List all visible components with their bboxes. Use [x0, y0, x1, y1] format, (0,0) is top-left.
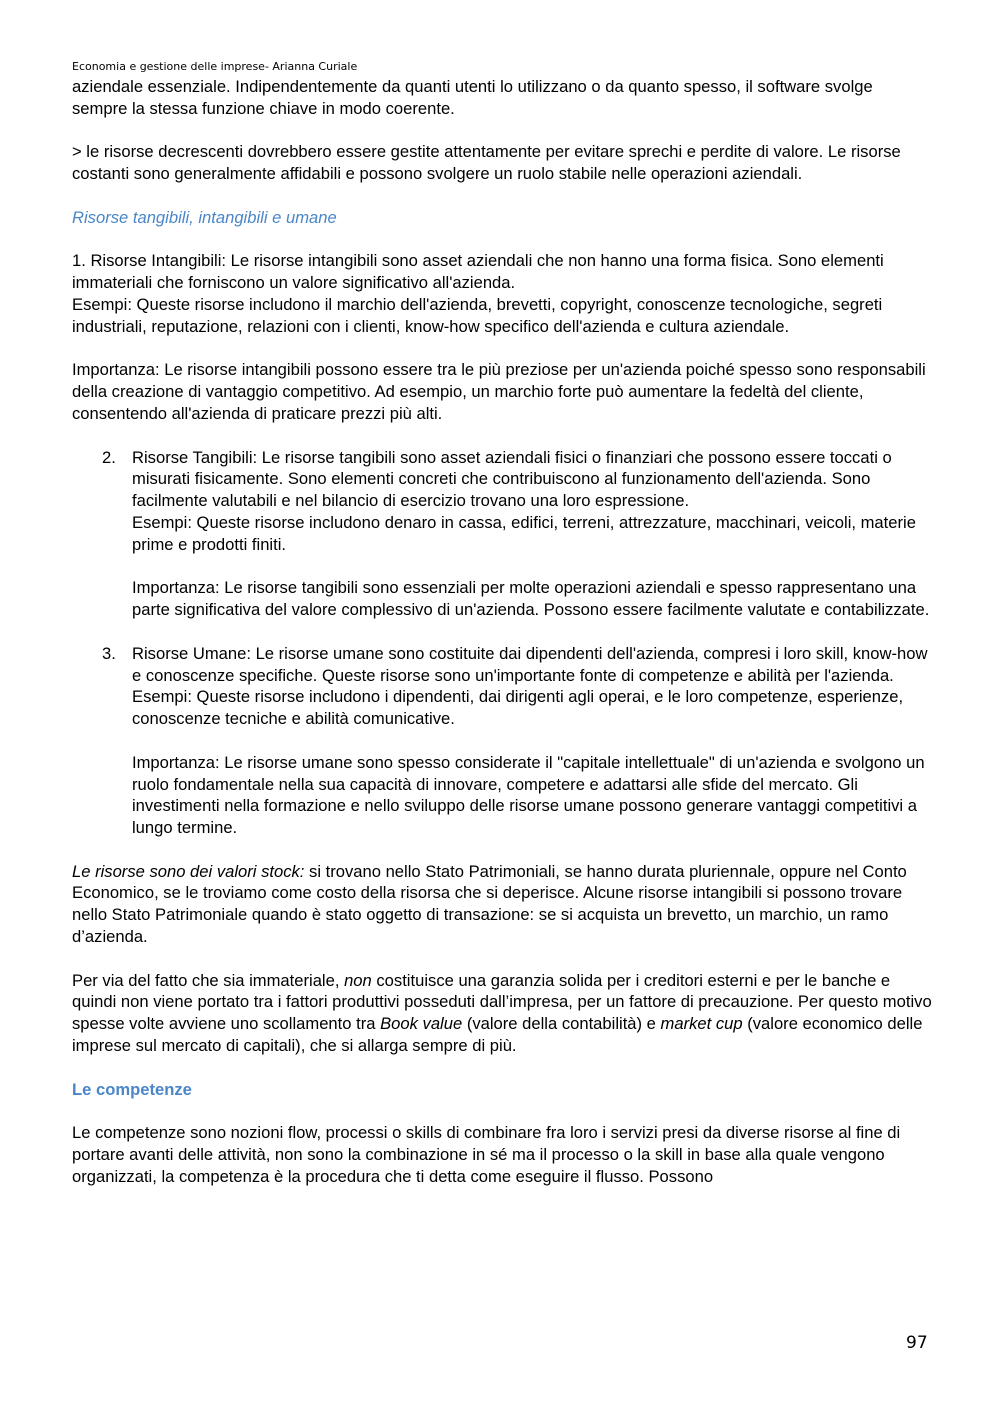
page-header: Economia e gestione delle imprese- Arianna Curiale: [72, 60, 358, 73]
item-intangibili-examples: Esempi: Queste risorse includono il marchio dell'azienda, brevetti, copyright, conoscenze tecnologiche, segreti industriali, reputazione, relazioni con i clienti, know-how specifico dell'azienda e cultura aziendale.: [72, 294, 883, 336]
page-number: 97: [906, 1333, 928, 1353]
immateriale-book-value: Book value: [380, 1014, 463, 1034]
paragraph-competenze: Le competenze sono nozioni flow, processi o skills di combinare fra loro i servizi presi da diverse risorse al fine di portare avanti delle attività, non sono la combinazione in sé ma il processo o la skill in base alla quale vengono organizzati, la competenza è la procedura che ti detta come eseguire il flusso. Possono: [72, 1123, 901, 1186]
item-intangibili-importance: Importanza: Le risorse intangibili possono essere tra le più preziose per un'azienda poiché spesso sono responsabili della creazione di vantaggio competitivo. Ad esempio, un marchio forte può aumentare la fedeltà del cliente, consentendo all'azienda di praticare prezzi più alti.: [72, 360, 926, 423]
list-number: 2.: [102, 447, 116, 467]
item-tangibili-examples: Esempi: Queste risorse includono denaro in cassa, edifici, terreni, attrezzature, macchinari, veicoli, materie prime e prodotti finiti.: [132, 512, 916, 554]
stock-rest: si trovano nello Stato Patrimoniali, se hanno durata pluriennale, oppure nel Conto Economico, se le troviamo come costo della risorsa che si deperisce. Alcune risorse intangibili si possono trovare nello Stato Patrimoniale quando è stato oggetto di transazione: se si acquista un brevetto, un marchio, un ramo d’azienda.: [72, 861, 907, 947]
stock-italic: Le risorse sono dei valori stock:: [72, 861, 305, 881]
paragraph-resources: > le risorse decrescenti dovrebbero essere gestite attentamente per evitare sprechi e perdite di valore. Le risorse costanti sono generalmente affidabili e possono svolgere un ruolo stabile nelle operazioni aziendali.: [72, 142, 901, 184]
section-heading-risorse: Risorse tangibili, intangibili e umane: [72, 207, 337, 227]
paragraph-immateriale: [72, 970, 932, 1057]
immateriale-c: costituisce una garanzia solida per i creditori esterni e per le banche e quindi non viene portato tra i fattori produttivi posseduti dall’impresa, per un fattore di precauzione. Per questo motivo spesse volte avviene uno scollamento tra: [72, 970, 932, 1034]
page-content: [72, 76, 932, 1209]
item-tangibili-text: Risorse Tangibili: Le risorse tangibili sono asset aziendali fisici o finanziari che possono essere toccati o misurati fisicamente. Sono elementi concreti che contribuiscono al funzionamento dell'azienda. Sono facilmente valutabili e nel bilancio di esercizio trovano una loro espressione.: [132, 447, 892, 511]
list-number: 3.: [102, 643, 116, 663]
paragraph-stock: [72, 861, 932, 948]
list-item-tangibili: [72, 447, 932, 621]
immateriale-e: (valore della contabilità) e: [462, 1014, 661, 1034]
section-heading-competenze: Le competenze: [72, 1079, 192, 1099]
immateriale-non: non: [344, 970, 372, 990]
immateriale-g: (valore economico delle imprese sul mercato di capitali), che si allarga sempre di più.: [72, 1014, 923, 1056]
item-tangibili-importance: Importanza: Le risorse tangibili sono essenziali per molte operazioni aziendali e spesso rappresentano una parte significativa del valore complessivo di un'azienda. Possono essere facilmente valutate e contabilizzate.: [132, 578, 930, 620]
immateriale-market-cup: market cup: [660, 1014, 743, 1034]
item-intangibili: [72, 250, 932, 424]
list-item-umane: [72, 643, 932, 839]
item-umane-examples: Esempi: Queste risorse includono i dipendenti, dai dirigenti agli operai, e le loro competenze, esperienze, conoscenze tecniche e abilità comunicative.: [132, 687, 904, 729]
item-intangibili-text: 1. Risorse Intangibili: Le risorse intangibili sono asset aziendali che non hanno una forma fisica. Sono elementi immateriali che forniscono un valore significativo all'azienda.: [72, 251, 884, 293]
item-umane-importance: Importanza: Le risorse umane sono spesso considerate il "capitale intellettuale" di un'azienda e svolgono un ruolo fondamentale nella sua capacità di innovare, competere e adattarsi alle sfide del mercato. Gli investimenti nella formazione e nello sviluppo delle risorse umane possono generare vantaggi competitivi a lungo termine.: [132, 752, 925, 838]
item-umane-text: Risorse Umane: Le risorse umane sono costituite dai dipendenti dell'azienda, compresi i loro skill, know-how e conoscenze specifiche. Queste risorse sono un'importante fonte di competenze e abilità per l'azienda.: [132, 643, 928, 685]
paragraph-software: aziendale essenziale. Indipendentemente da quanti utenti lo utilizzano o da quanto spesso, il software svolge sempre la stessa funzione chiave in modo coerente.: [72, 77, 873, 118]
immateriale-a: Per via del fatto che sia immateriale,: [72, 970, 345, 990]
